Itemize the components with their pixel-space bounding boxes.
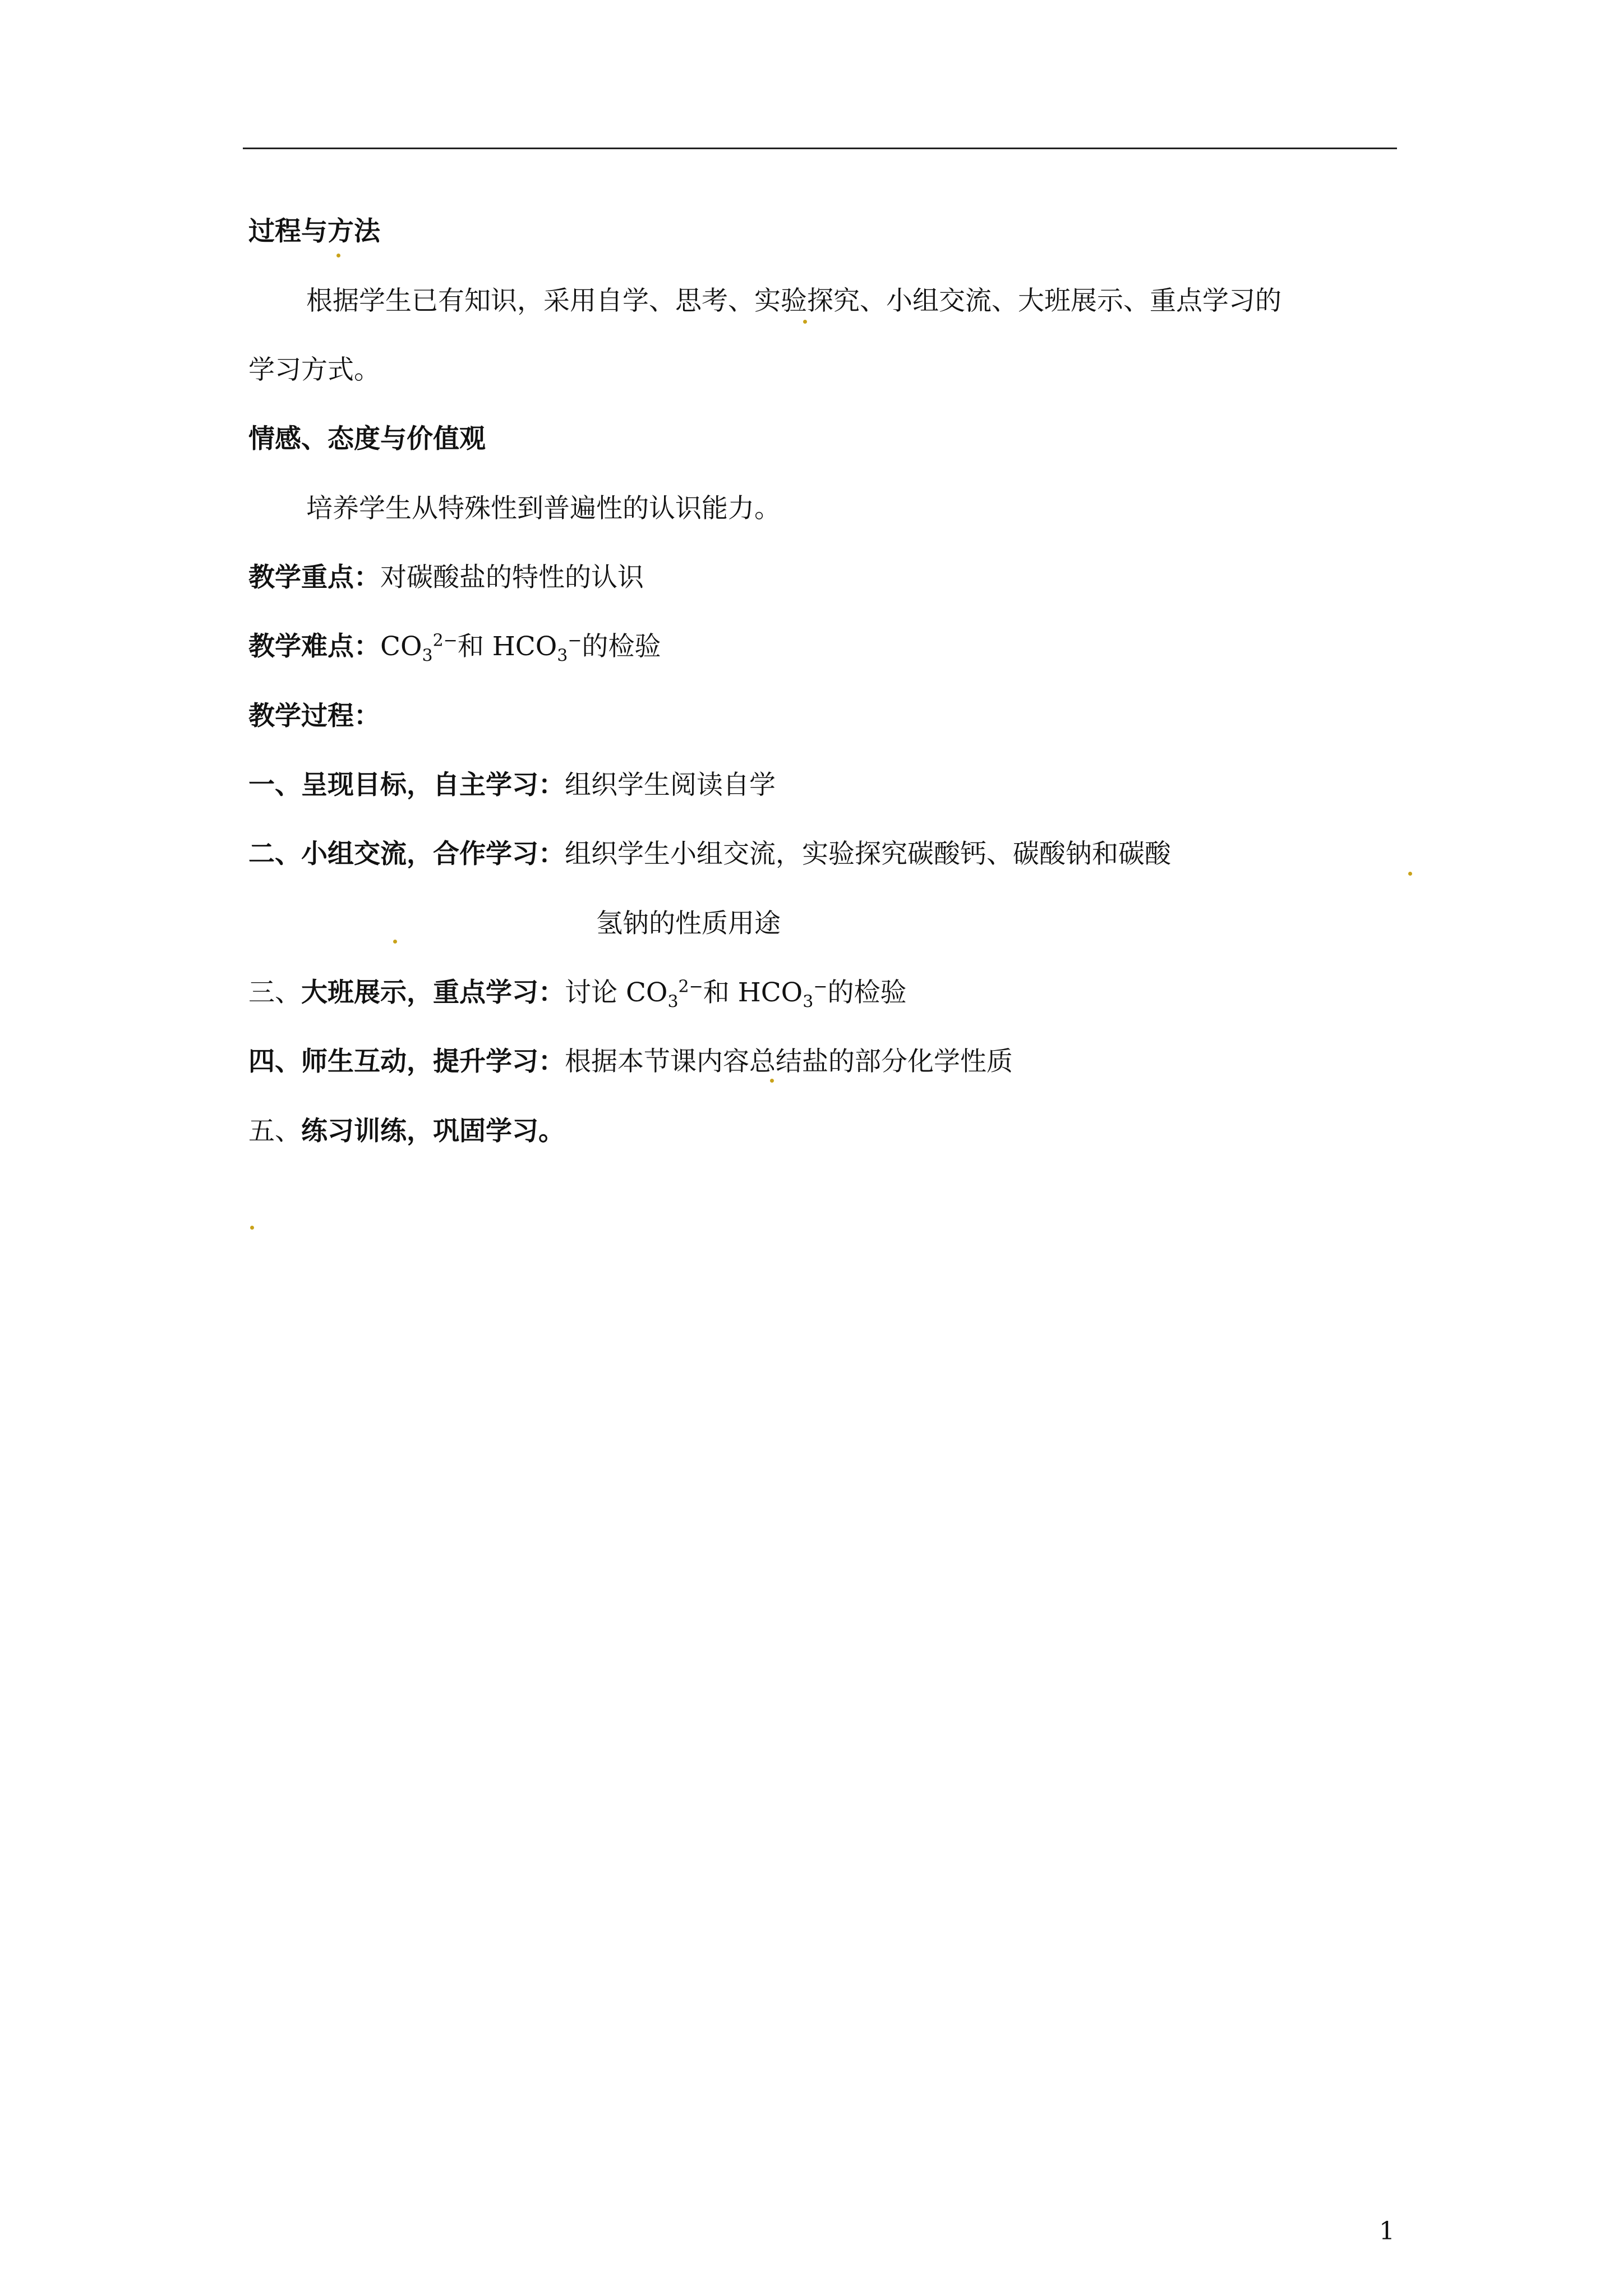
co3-formula: $CO_3^{2-}$: [380, 631, 458, 666]
hco3-formula: $HCO_3^-$: [737, 977, 828, 1012]
page-number: 1: [1379, 2217, 1395, 2246]
emotion-text: 培养学生从特殊性到普遍性的认识能力。: [306, 493, 781, 524]
step-2-continuation: 氢钠的性质用途: [596, 908, 781, 939]
speck-mark: [250, 1226, 254, 1230]
speck-mark: [393, 940, 397, 944]
step-1-text: 组织学生阅读自学: [565, 770, 776, 800]
process-method-heading: 过程与方法: [248, 216, 380, 247]
hco3-formula: $HCO_3^-$: [492, 631, 582, 666]
step-1-label: 一、呈现目标，自主学习：: [248, 770, 565, 800]
step-1: [248, 769, 776, 802]
speck-mark: [803, 320, 807, 324]
header-rule: [243, 148, 1397, 149]
emotion-heading: 情感、态度与价值观: [248, 424, 486, 454]
step-4: [248, 1045, 1013, 1079]
speck-mark: [1408, 872, 1412, 876]
step-3: 三、大班展示，重点学习：讨论 $CO_3^{2-}$和 $HCO_3^-$的检验: [248, 977, 907, 1012]
step-2: [248, 838, 1171, 871]
step-4-label: 四、师生互动，提升学习：: [248, 1046, 565, 1077]
step-4-text: 根据本节课内容总结盐的部分化学性质: [565, 1046, 1013, 1077]
speck-mark: [336, 254, 340, 257]
teaching-key-label: 教学重点：: [248, 562, 380, 593]
step-5-label: 练习训练，巩固学习。: [301, 1116, 565, 1147]
step-5: [248, 1115, 565, 1148]
step-3-prefix: 三、: [248, 977, 301, 1008]
step-2-text: 组织学生小组交流，实验探究碳酸钙、碳酸钠和碳酸: [565, 839, 1171, 869]
step-2-label: 二、小组交流，合作学习：: [248, 839, 565, 869]
teaching-process-label: 教学过程：: [248, 701, 380, 731]
process-method-text-2: 学习方式。: [248, 355, 380, 385]
step-5-prefix: 五、: [248, 1116, 301, 1147]
process-method-text-1: 根据学生已有知识，采用自学、思考、实验探究、小组交流、大班展示、重点学习的: [306, 286, 1281, 316]
co3-formula: $CO_3^{2-}$: [625, 977, 703, 1012]
teaching-key-text: 对碳酸盐的特性的认识: [380, 562, 644, 593]
teaching-difficulty-line: 教学难点：$CO_3^{2-}$和 $HCO_3^-$的检验: [248, 631, 661, 666]
teaching-key-line: [248, 561, 644, 595]
teaching-difficulty-label: 教学难点：: [248, 631, 380, 662]
step-3-label: 大班展示，重点学习：: [301, 977, 565, 1008]
speck-mark: [770, 1079, 774, 1083]
